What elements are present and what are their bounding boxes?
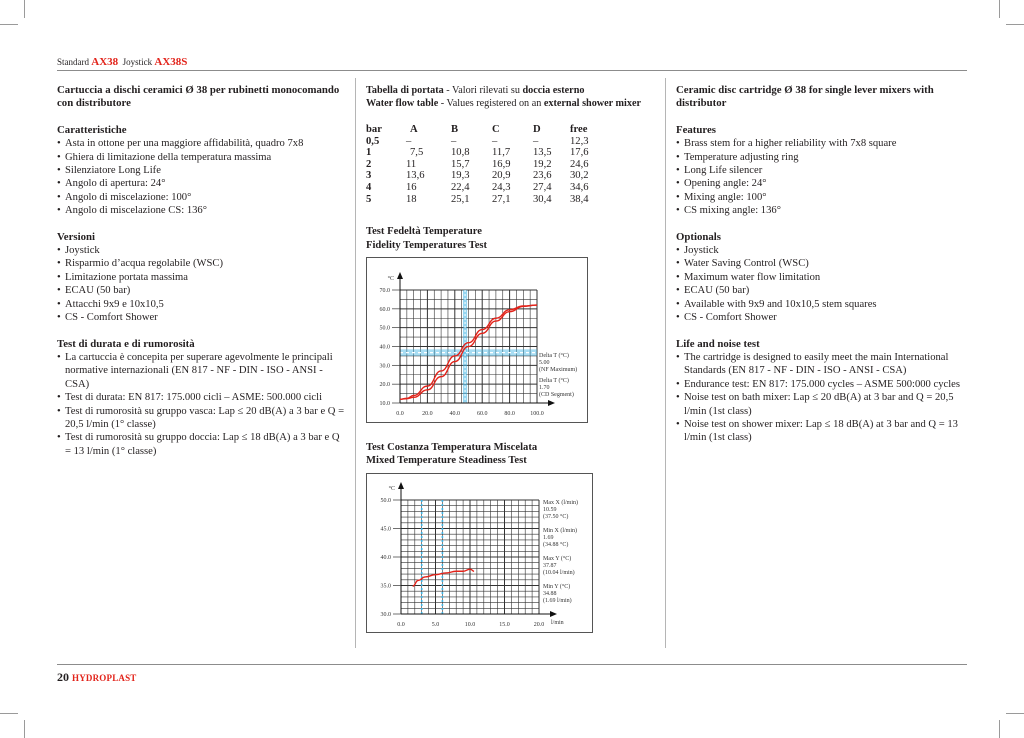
y-tick-label: 40.0 bbox=[379, 344, 390, 351]
fidelity-chart-svg bbox=[367, 258, 587, 422]
text: doccia esterno bbox=[522, 85, 585, 96]
x-axis-arrow-icon bbox=[548, 400, 555, 406]
annotation-note: (NF Maximum) bbox=[539, 366, 578, 373]
footer bbox=[57, 670, 137, 685]
list-item: • Limitazione portata massima bbox=[57, 271, 347, 284]
list-item: • Water Saving Control (WSC) bbox=[676, 257, 968, 270]
fidelity-chart-subtitle: Fidelity Temperatures Test bbox=[366, 239, 488, 251]
annotation-value: 1.69 bbox=[543, 534, 554, 541]
y-axis-arrow-icon bbox=[397, 272, 403, 279]
table-row bbox=[366, 136, 607, 148]
flow-cell: 12,3 bbox=[570, 135, 589, 147]
steadiness-chart bbox=[366, 473, 593, 633]
flow-table-title bbox=[366, 84, 666, 110]
flow-cell: 15,7 bbox=[451, 158, 470, 170]
data-column bbox=[366, 84, 666, 633]
annotation-value: 5.00 bbox=[539, 359, 550, 366]
footer-rule bbox=[57, 664, 967, 665]
flow-cell: 19,3 bbox=[451, 170, 470, 182]
annotation-label: Delta T (°C) bbox=[539, 377, 569, 384]
list-item: • Available with 9x9 and 10x10,5 stem squares bbox=[676, 298, 968, 311]
english-title: Ceramic disc cartridge Ø 38 for single lever mixers with distributor bbox=[676, 84, 934, 110]
optionals-list-en bbox=[676, 244, 968, 324]
flow-cell: 27,4 bbox=[533, 181, 552, 193]
x-tick-label: 15.0 bbox=[499, 621, 510, 628]
list-item: • Mixing angle: 100° bbox=[676, 191, 968, 204]
list-item: • Temperature adjusting ring bbox=[676, 151, 968, 164]
list-item: • Test di rumorosità su gruppo doccia: Lap ≤ 18 dB(A) a 3 bar e Q = 13 l/min (1° classe) bbox=[57, 431, 347, 458]
standard-label: Standard bbox=[57, 57, 89, 67]
table-row bbox=[366, 194, 607, 206]
annotation-value: 10.59 bbox=[543, 506, 557, 513]
running-head bbox=[57, 56, 187, 68]
crop-mark bbox=[0, 24, 18, 25]
italian-column bbox=[57, 84, 347, 471]
flow-cell: 17,6 bbox=[570, 147, 589, 159]
y-tick-label: 30.0 bbox=[379, 363, 390, 370]
y-tick-label: 10.0 bbox=[379, 400, 390, 407]
y-axis-arrow-icon bbox=[398, 482, 404, 489]
column-header: B bbox=[451, 124, 459, 135]
list-item: • Brass stem for a higher reliability with 7x8 square bbox=[676, 137, 968, 150]
bar-cell: 3 bbox=[366, 170, 372, 182]
annotation-value: 1.70 bbox=[539, 384, 550, 391]
annotation-value: 34.88 bbox=[543, 590, 557, 597]
flow-cell: 10,8 bbox=[451, 147, 470, 159]
optionals-heading-en: Optionals bbox=[676, 230, 722, 243]
table-row bbox=[366, 182, 607, 194]
y-tick-label: 50.0 bbox=[380, 497, 391, 504]
text: - Values registered on an bbox=[438, 98, 544, 109]
y-tick-label: 45.0 bbox=[380, 526, 391, 533]
list-item: • Endurance test: EN 817: 175.000 cycles – ASME 500:000 cycles bbox=[676, 378, 968, 391]
annotation-label: Max X (l/min) bbox=[543, 499, 578, 506]
tests-heading-en: Life and noise test bbox=[676, 337, 760, 350]
page-number: 20 bbox=[57, 670, 69, 684]
text: - Valori rilevati su bbox=[443, 85, 523, 96]
list-item: • Test di rumorosità su gruppo vasca: Lap ≤ 20 dB(A) a 3 bar e Q = 20,5 l/min (1° classe) bbox=[57, 405, 347, 432]
column-divider bbox=[355, 78, 356, 648]
features-heading-it: Caratteristiche bbox=[57, 123, 127, 136]
crop-mark bbox=[1006, 24, 1024, 25]
tests-heading-it: Test di durata e di rumorosità bbox=[57, 337, 195, 350]
x-tick-label: 20.0 bbox=[533, 621, 545, 628]
flow-cell: 13,5 bbox=[533, 147, 552, 159]
y-axis-unit-label: °C bbox=[388, 485, 395, 492]
column-header: free bbox=[570, 124, 588, 135]
crop-mark bbox=[24, 0, 25, 18]
flow-cell: 30,4 bbox=[533, 193, 552, 205]
list-item: • Maximum water flow limitation bbox=[676, 271, 968, 284]
flow-table-title-en: Water flow table bbox=[366, 98, 439, 109]
annotation-note: (1.69 l/min) bbox=[543, 597, 572, 604]
bar-cell: 1 bbox=[366, 147, 372, 159]
brand-name: HYDROPLAST bbox=[72, 673, 137, 683]
y-axis-unit-label: °C bbox=[387, 275, 394, 282]
annotation-label: Max Y (°C) bbox=[543, 555, 572, 562]
list-item: • Angolo di miscelazione: 100° bbox=[57, 191, 347, 204]
flow-cell: 11 bbox=[406, 158, 417, 170]
list-item: • La cartuccia è concepita per superare agevolmente le principali normative internazionali (EN 817 - NF - DIN - ISO - ANSI - CSA) bbox=[57, 351, 347, 391]
flow-cell: – bbox=[533, 135, 539, 147]
joystick-label: Joystick bbox=[122, 57, 153, 67]
flow-cell: – bbox=[492, 135, 498, 147]
y-tick-label: 30.0 bbox=[380, 611, 391, 618]
y-tick-label: 35.0 bbox=[380, 583, 391, 590]
annotation-note: (34.88 °C) bbox=[543, 541, 569, 548]
y-tick-label: 60.0 bbox=[379, 306, 390, 313]
list-item: • Test di durata: EN 817: 175.000 cicli – ASME: 500.000 cicli bbox=[57, 391, 347, 404]
crop-mark bbox=[999, 0, 1000, 18]
flow-cell: 11,7 bbox=[492, 147, 511, 159]
x-axis-arrow-icon bbox=[550, 611, 557, 617]
list-item: • Joystick bbox=[57, 244, 347, 257]
english-column bbox=[676, 84, 968, 458]
flow-cell: 38,4 bbox=[570, 193, 589, 205]
x-tick-label: 5.0 bbox=[431, 621, 440, 628]
annotation-value: 37.87 bbox=[543, 562, 557, 569]
x-tick-label: 80.0 bbox=[504, 410, 515, 417]
bar-cell: 0,5 bbox=[366, 135, 380, 147]
flow-cell: – bbox=[406, 135, 412, 147]
list-item: • CS - Comfort Shower bbox=[676, 311, 968, 324]
features-heading-en: Features bbox=[676, 123, 716, 136]
flow-table-title-it: Tabella di portata bbox=[366, 85, 444, 96]
joystick-code: AX38S bbox=[154, 56, 188, 68]
flow-cell: 7,5 bbox=[410, 147, 424, 159]
list-item: • Long Life silencer bbox=[676, 164, 968, 177]
flow-cell: 24,6 bbox=[570, 158, 589, 170]
x-tick-label: 20.0 bbox=[422, 410, 433, 417]
column-header: D bbox=[533, 124, 541, 135]
list-item: • Joystick bbox=[676, 244, 968, 257]
bar-cell: 5 bbox=[366, 193, 372, 205]
flow-cell: 13,6 bbox=[406, 170, 425, 182]
table-row bbox=[366, 170, 607, 182]
features-list-en bbox=[676, 137, 968, 217]
table-row bbox=[366, 159, 607, 171]
standard-code: AX38 bbox=[91, 56, 119, 68]
list-item: • Asta in ottone per una maggiore affidabilità, quadro 7x8 bbox=[57, 137, 347, 150]
header-rule bbox=[57, 70, 967, 71]
annotation-note: (CD Segment) bbox=[539, 391, 574, 398]
x-tick-label: 40.0 bbox=[449, 410, 461, 417]
features-list-it bbox=[57, 137, 347, 217]
list-item: • ECAU (50 bar) bbox=[676, 284, 968, 297]
annotation-label: Min X (l/min) bbox=[543, 527, 577, 534]
list-item: • ECAU (50 bar) bbox=[57, 284, 347, 297]
table-row bbox=[366, 147, 607, 159]
flow-table bbox=[366, 124, 607, 205]
flow-cell: 24,3 bbox=[492, 181, 511, 193]
x-tick-label: 10.0 bbox=[464, 621, 476, 628]
list-item: • CS - Comfort Shower bbox=[57, 311, 347, 324]
fidelity-chart-title: Test Fedeltà Temperature bbox=[366, 226, 482, 238]
list-item: • Noise test on bath mixer: Lap ≤ 20 dB(A) at 3 bar and Q = 20,5 l/min (1st class) bbox=[676, 391, 968, 418]
list-item: • The cartridge is designed to easily meet the main International Standards (EN 817 - NF - DIN - ISO - ANSI - CSA) bbox=[676, 351, 968, 378]
flow-cell: 19,2 bbox=[533, 158, 552, 170]
flow-cell: 22,4 bbox=[451, 181, 470, 193]
flow-cell: 20,9 bbox=[492, 170, 511, 182]
bar-cell: 4 bbox=[366, 181, 372, 193]
x-tick-label: 0.0 bbox=[396, 410, 404, 417]
list-item: • Risparmio d’acqua regolabile (WSC) bbox=[57, 257, 347, 270]
list-item: • Ghiera di limitazione della temperatura massima bbox=[57, 151, 347, 164]
x-tick-label: 0.0 bbox=[397, 621, 405, 628]
y-tick-label: 70.0 bbox=[379, 287, 390, 294]
list-item: • Attacchi 9x9 e 10x10,5 bbox=[57, 298, 347, 311]
list-item: • Opening angle: 24° bbox=[676, 177, 968, 190]
steadiness-chart-subtitle: Mixed Temperature Steadiness Test bbox=[366, 455, 527, 467]
annotation-label: Delta T (°C) bbox=[539, 352, 569, 359]
steadiness-chart-title: Test Costanza Temperatura Miscelata bbox=[366, 441, 538, 453]
flow-cell: 34,6 bbox=[570, 181, 589, 193]
bar-cell: 2 bbox=[366, 158, 372, 170]
crop-mark bbox=[1006, 713, 1024, 714]
annotation-note: (10.04 l/min) bbox=[543, 569, 575, 576]
flow-cell: 25,1 bbox=[451, 193, 470, 205]
versions-list-it bbox=[57, 244, 347, 324]
x-tick-label: 100.0 bbox=[530, 410, 544, 417]
list-item: • Angolo di apertura: 24° bbox=[57, 177, 347, 190]
x-axis-unit-label: l/min bbox=[551, 619, 564, 626]
list-item: • Angolo di miscelazione CS: 136° bbox=[57, 204, 347, 217]
text: external shower mixer bbox=[543, 98, 642, 109]
x-tick-label: 60.0 bbox=[476, 410, 488, 417]
flow-cell: 30,2 bbox=[570, 170, 589, 182]
flow-cell: 18 bbox=[406, 193, 417, 205]
table-header-row bbox=[366, 124, 607, 136]
column-header: bar bbox=[366, 124, 382, 135]
italian-title: Cartuccia a dischi ceramici Ø 38 per rubinetti monocomando con distributore bbox=[57, 84, 340, 110]
column-header: C bbox=[492, 124, 500, 135]
crop-mark bbox=[0, 713, 18, 714]
crop-mark bbox=[24, 720, 25, 738]
versions-heading-it: Versioni bbox=[57, 230, 95, 243]
flow-cell: – bbox=[451, 135, 457, 147]
list-item: • Silenziatore Long Life bbox=[57, 164, 347, 177]
tests-list-it bbox=[57, 351, 347, 458]
fidelity-chart bbox=[366, 257, 588, 423]
y-tick-label: 50.0 bbox=[379, 325, 390, 332]
crop-mark bbox=[999, 720, 1000, 738]
list-item: • Noise test on shower mixer: Lap ≤ 18 dB(A) at 3 bar and Q = 13 l/min (1st class) bbox=[676, 418, 968, 445]
list-item: • CS mixing angle: 136° bbox=[676, 204, 968, 217]
flow-cell: 16 bbox=[406, 181, 417, 193]
flow-cell: 27,1 bbox=[492, 193, 511, 205]
tests-list-en bbox=[676, 351, 968, 445]
steadiness-chart-svg bbox=[367, 474, 592, 632]
y-tick-label: 20.0 bbox=[379, 382, 390, 389]
flow-cell: 16,9 bbox=[492, 158, 511, 170]
column-header: A bbox=[410, 124, 418, 135]
annotation-label: Min Y (°C) bbox=[543, 583, 571, 590]
y-tick-label: 40.0 bbox=[380, 554, 391, 561]
flow-cell: 23,6 bbox=[533, 170, 552, 182]
annotation-note: (37.50 °C) bbox=[543, 513, 569, 520]
